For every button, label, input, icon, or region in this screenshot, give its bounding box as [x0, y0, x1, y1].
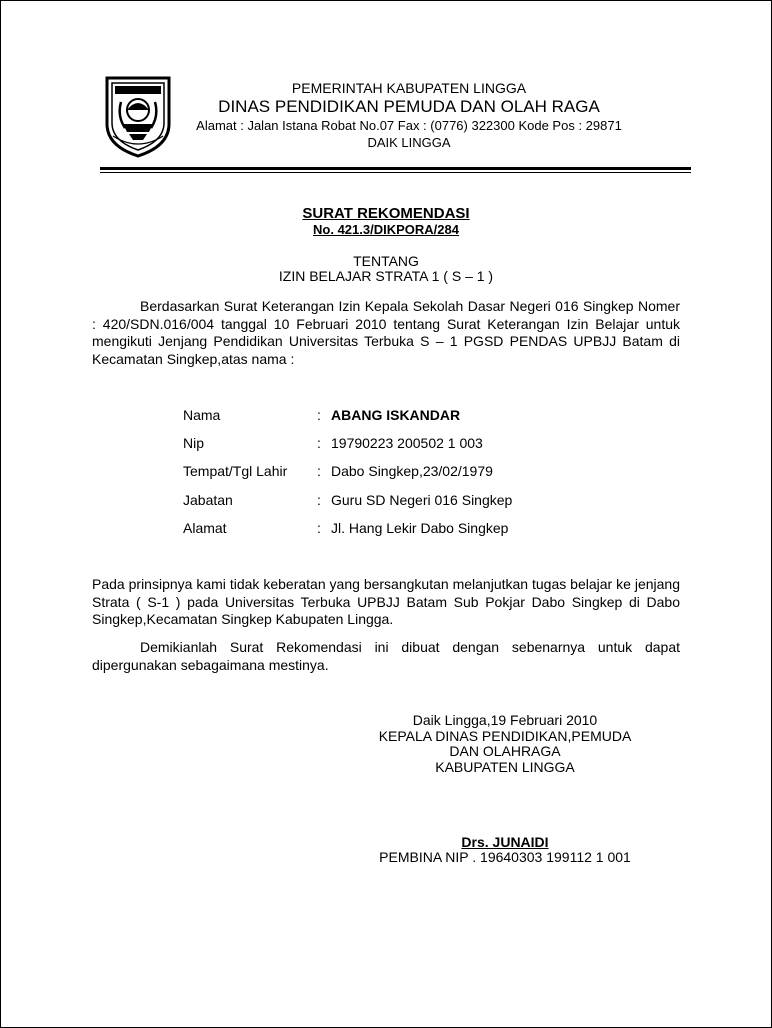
signer-position-line: KEPALA DINAS PENDIDIKAN,PEMUDA — [378, 728, 632, 744]
signer-rank-nip: PEMBINA NIP . 19640303 199112 1 001 — [379, 849, 631, 865]
identity-label: Nama — [183, 407, 221, 423]
identity-value: Dabo Singkep,23/02/1979 — [331, 463, 493, 479]
closing-paragraph: Demikianlah Surat Rekomendasi ini dibuat dengan sebenarnya untuk dapat dipergunakan sebagaimana mestinya. — [92, 639, 680, 673]
opening-paragraph: Berdasarkan Surat Keterangan Izin Kepala Sekolah Dasar Negeri 016 Singkep Nomer : 420/SDN.016/004 tanggal 10 Februari 2010 tentang Surat Keterangan Izin Belajar untuk mengikuti Jenjang Pendidikan Universitas Terbuka S – 1 PGSD PENDAS UPBJJ Batam di Kecamatan Singkep,atas nama : — [92, 298, 680, 367]
body-paragraph: Pada prinsipnya kami tidak keberatan yang bersangkutan melanjutkan tugas belajar ke jenjang Strata ( S-1 ) pada Universitas Terbuka UPBJJ Batam Sub Pokjar Dabo Singkep di Dabo Singkep,Kecamatan Singkep Kabupaten Lingga. — [92, 576, 680, 628]
coat-of-arms-emblem-icon — [99, 72, 177, 160]
about-label: TENTANG — [353, 253, 419, 269]
office-address: Alamat : Jalan Istana Robat No.07 Fax : (0776) 322300 Kode Pos : 29871 — [196, 118, 622, 133]
office-city: DAIK LINGGA — [367, 135, 451, 150]
government-name: PEMERINTAH KABUPATEN LINGGA — [291, 80, 527, 96]
identity-label: Jabatan — [183, 492, 233, 508]
signer-position-line: KABUPATEN LINGGA — [435, 759, 575, 775]
letter-subject: IZIN BELAJAR STRATA 1 ( S – 1 ) — [278, 268, 494, 284]
letter-number-wrap — [100, 222, 672, 238]
identity-separator: : — [317, 407, 321, 423]
identity-label: Nip — [183, 435, 205, 451]
identity-value: ABANG ISKANDAR — [331, 407, 461, 423]
identity-separator: : — [317, 435, 321, 451]
identity-label: Alamat — [183, 520, 227, 536]
place-date: Daik Lingga,19 Februari 2010 — [412, 712, 598, 728]
letterhead-divider-thin — [100, 172, 691, 173]
identity-value: Jl. Hang Lekir Dabo Singkep — [331, 520, 509, 536]
letter-number: No. 421.3/DIKPORA/284 — [313, 222, 459, 237]
identity-separator: : — [317, 463, 321, 479]
signer-name: Drs. JUNAIDI — [461, 834, 549, 850]
identity-label: Tempat/Tgl Lahir — [183, 463, 288, 479]
signer-position-line: DAN OLAHRAGA — [449, 743, 561, 759]
identity-value: 19790223 200502 1 003 — [331, 435, 483, 451]
identity-separator: : — [317, 492, 321, 508]
identity-value: Guru SD Negeri 016 Singkep — [331, 492, 513, 508]
identity-separator: : — [317, 520, 321, 536]
office-name: DINAS PENDIDIKAN PEMUDA DAN OLAH RAGA — [218, 97, 600, 116]
letter-title: SURAT REKOMENDASI — [302, 205, 470, 222]
letterhead — [180, 80, 638, 151]
letterhead-divider-thick — [100, 167, 691, 170]
